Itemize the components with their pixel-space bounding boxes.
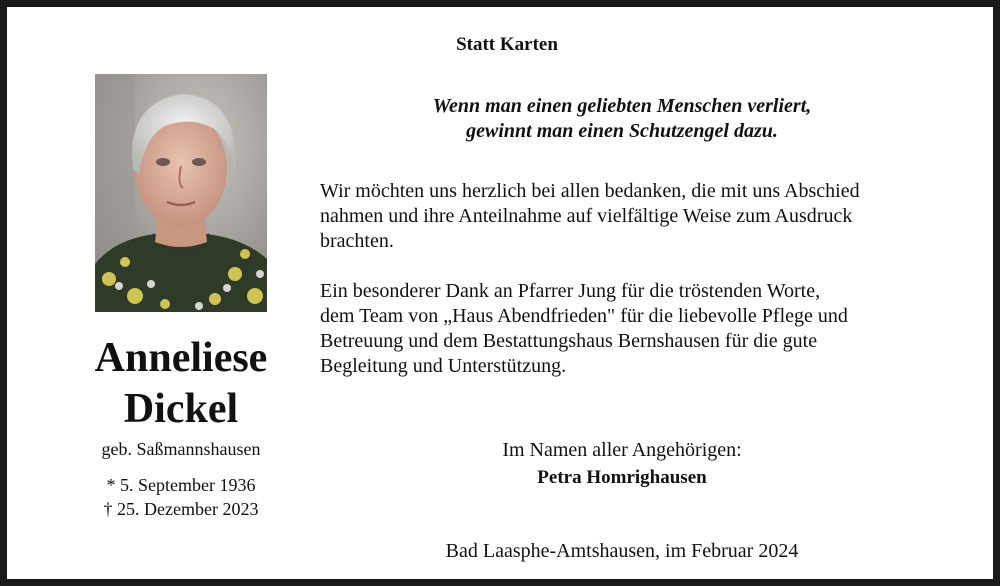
paragraph-line: Begleitung und Unterstützung. [320, 355, 567, 377]
paragraph-line: Ein besonderer Dank an Pfarrer Jung für die tröstenden Worte, [320, 280, 821, 302]
paragraph-line: nahmen und ihre Anteilnahme auf vielfältige Weise zum Ausdruck [320, 205, 853, 227]
paragraph-line: brachten. [320, 230, 394, 252]
paragraph-line: Wir möchten uns herzlich bei allen bedanken, die mit uns Abschied [320, 180, 860, 202]
birth-date: * 5. September 1936 [106, 475, 256, 495]
last-name: Dickel [123, 386, 239, 432]
portrait-photo [95, 74, 267, 312]
paragraph-line: dem Team von „Haus Abendfrieden" für die liebevolle Pflege und [320, 305, 848, 327]
maiden-name: geb. Saßmannshausen [101, 439, 261, 459]
notice-header: Statt Karten [456, 34, 558, 55]
signature-name: Petra Homrighausen [537, 467, 707, 488]
quote-line-1: Wenn man einen geliebten Menschen verliert, [432, 95, 812, 117]
signature-intro: Im Namen aller Angehörigen: [502, 439, 742, 461]
thanks-paragraph-1 [320, 179, 940, 254]
paragraph-line: Betreuung und dem Bestattungshaus Bernshausen für die gute [320, 330, 818, 352]
death-date: † 25. Dezember 2023 [103, 499, 259, 519]
place-and-date: Bad Laasphe-Amtshausen, im Februar 2024 [445, 540, 799, 562]
thanks-paragraph-2 [320, 279, 940, 379]
quote-line-2: gewinnt man einen Schutzengel dazu. [466, 120, 778, 142]
first-name: Anneliese [94, 335, 268, 381]
